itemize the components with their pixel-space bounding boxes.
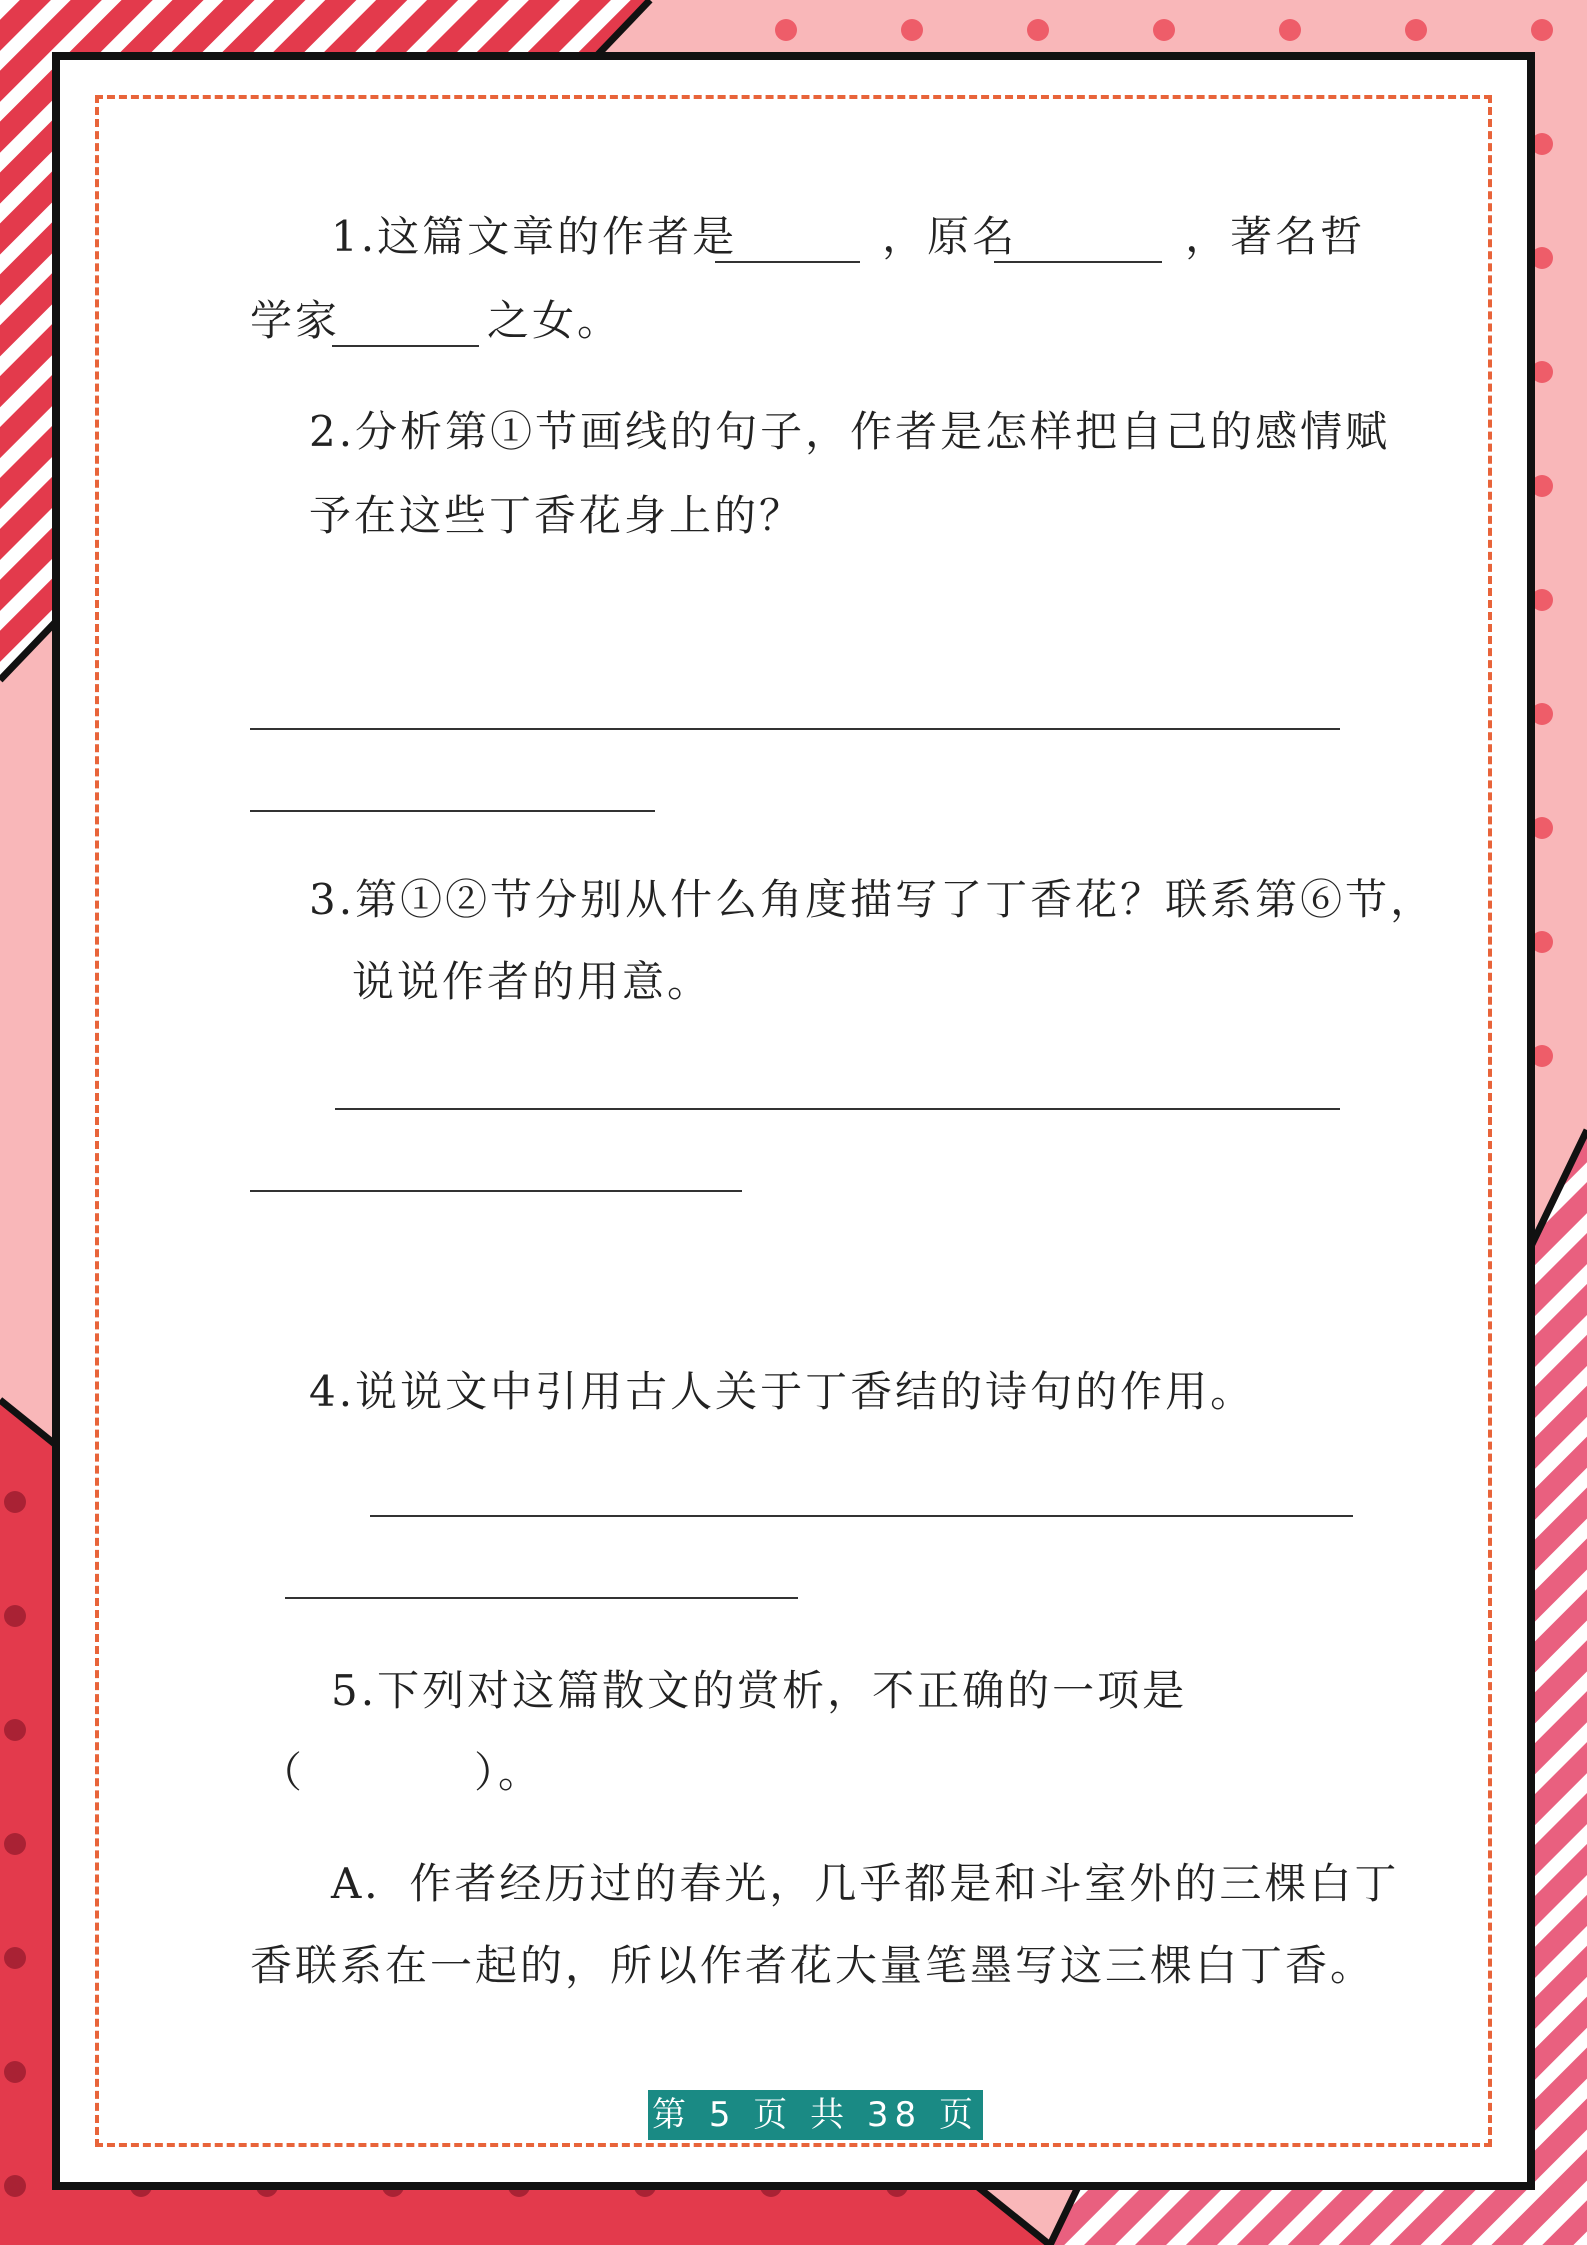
page-suffix: 页 [938,2095,979,2135]
q4-answer-line-2 [285,1597,798,1599]
option-a-line2: 香联系在一起的，所以作者花大量笔墨写这三棵白丁香。 [250,1941,1376,1990]
q3-line2: 说说作者的用意。 [352,957,713,1006]
q4-answer-line-1 [370,1515,1353,1517]
q1-line1 [331,212,1366,261]
total-pages-number: 38 [866,2095,923,2135]
q2-answer-line-2 [250,810,655,812]
current-page-number: 5 [708,2095,737,2135]
page-prefix: 第 [652,2095,692,2135]
q1-philosopher-blank [332,345,479,347]
q5-line1: 5.下列对这篇散文的赏析，不正确的一项是 [331,1666,1188,1715]
q5-open-paren: （ [260,1748,306,1797]
page-indicator [648,2090,983,2140]
page-middle: 页 共 [753,2095,851,2135]
dashed-border [95,95,1492,2147]
option-a-line1: A．作者经历过的春光，几乎都是和斗室外的三棵白丁 [331,1859,1400,1908]
q1-line2 [250,296,623,345]
q3-answer-line-2 [250,1190,742,1192]
q1-text-original-name: ，原名 [882,212,1018,261]
q1-text-daughter: 之女。 [487,296,623,345]
q3-line1: 3.第①②节分别从什么角度描写了丁香花？联系第⑥节， [309,875,1436,924]
q1-text-author: 1.这篇文章的作者是 [331,212,738,261]
q1-original-name-blank [994,261,1162,263]
q2-line1: 2.分析第①节画线的句子，作者是怎样把自己的感情赋 [309,407,1391,456]
q3-answer-line-1 [335,1108,1340,1110]
q1-author-blank [715,261,860,263]
q5-close-paren: ）。 [474,1748,544,1797]
q2-answer-line-1 [250,728,1340,730]
q1-text-philosopher: ，著名哲 [1185,212,1366,261]
q4-line1: 4.说说文中引用古人关于丁香结的诗句的作用。 [309,1367,1256,1416]
worksheet-page [52,52,1535,2190]
q1-text-family: 学家 [250,296,341,345]
q2-line2: 予在这些丁香花身上的？ [309,491,805,540]
